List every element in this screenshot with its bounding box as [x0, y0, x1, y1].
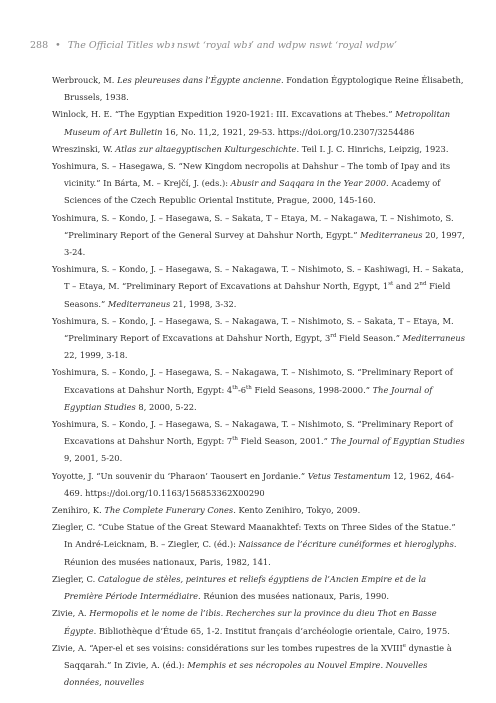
entry-text: Yoshimura, S. – Kondo, J. – Hasegawa, S. – Sakata, T – Etaya, M. – Nakagawa, T. – Nishimoto, S. “Preliminary Report of the General Survey at Dahshur North, Egypt.” — [52, 212, 454, 240]
italic-title: Hermopolis et le nome de l’ibis. Recherches sur la province du dieu Thot en Basse Égypte — [64, 608, 437, 636]
entry-text: Zivie, A. “Aper-el et ses voisins: considérations sur les tombes rupestres de la XVIII — [52, 642, 403, 653]
bibliography-entry — [52, 158, 466, 210]
italic-title: Mediterraneus — [402, 333, 465, 344]
italic-title: The Journal of Egyptian Studies — [64, 384, 433, 412]
ordinal-superscript: rd — [330, 333, 337, 340]
italic-title: Atlas zur altaegyptischen Kulturgeschichte — [115, 143, 297, 154]
entry-text: Winlock, H. E. “The Egyptian Expedition 1920-1921: III. Excavations at Thebes.” — [52, 109, 396, 120]
bibliography-entry — [52, 468, 466, 502]
entry-text: Wreszinski, W. — [52, 143, 116, 154]
entry-text: Yoshimura, S. – Kondo, J. – Hasegawa, S. – Nakagawa, T. – Nishimoto, S. – Kashiwagi, H. – Sakata, T – Etaya, M. “Preliminary Report of Excavations at Dahshur North, Egypt, 1 — [52, 264, 464, 292]
entry-text: Zivie, A. — [52, 608, 90, 619]
running-head — [30, 40, 470, 51]
entry-text: 9, 2001, 5-20. — [64, 453, 123, 464]
entry-text: Ziegler, C. — [52, 573, 98, 584]
bibliography-entry — [52, 72, 466, 106]
header-separator: • — [55, 40, 61, 51]
entry-text: Field Seasons.” — [64, 281, 451, 309]
entry-text: Field Seasons, 1998-2000.” — [251, 384, 373, 395]
entry-text: . Teil I. J. C. Hinrichs, Leipzig, 1923. — [296, 143, 449, 154]
bibliography-entry — [52, 210, 466, 262]
entry-text: Yoyotte, J. “Un souvenir du ‘Pharaon’ Taousert en Jordanie.” — [52, 470, 308, 481]
entry-text: Field Season.” — [336, 333, 403, 344]
bibliography-entry — [52, 519, 466, 571]
entry-text: Field Season, 2001.” — [237, 436, 331, 447]
bibliography-entry — [52, 313, 466, 365]
page-number: 288 — [30, 40, 49, 51]
entry-text: 8, 2000, 5-22. — [135, 401, 197, 412]
entry-text: . Kento Zenihiro, Tokyo, 2009. — [233, 505, 361, 516]
bibliography-entry — [52, 141, 466, 158]
italic-title: The Complete Funerary Cones — [104, 505, 234, 516]
entry-text: . Academy of Sciences of the Czech Republic Oriental Institute, Prague, 2000, 145-160. — [64, 178, 441, 206]
italic-title: Vetus Testamentum — [307, 470, 391, 481]
entry-text: . Réunion des musées nationaux, Paris, 1990. — [198, 591, 390, 602]
bibliography-entry — [52, 364, 466, 416]
bibliography-entry — [52, 571, 466, 605]
entry-text: 16, No. 11,2, 1921, 29-53. https://doi.org/10.2307/3254486 — [162, 126, 415, 137]
ordinal-superscript: e — [402, 642, 407, 649]
entry-text: -6 — [237, 384, 247, 395]
entry-text: 22, 1999, 3-18. — [64, 350, 128, 361]
bibliography-entry — [52, 605, 466, 639]
ordinal-superscript: th — [232, 384, 238, 391]
entry-text: Yoshimura, S. – Kondo, J. – Hasegawa, S. – Nakagawa, T. – Nishimoto, S. “Preliminary Report of Excavations at Dahshur North, Egypt: 4 — [52, 367, 453, 395]
entry-text: 12, 1962, 464-469. https://doi.org/10.1163/156853362X00290 — [64, 470, 454, 498]
entry-text: Yoshimura, S. – Kondo, J. – Hasegawa, S. – Nakagawa, T. – Nishimoto, S. – Sakata, T – Etaya, M. “Preliminary Report of Excavations at Dahshur North, Egypt, 3 — [52, 315, 454, 344]
entry-text: Yoshimura, S. – Kondo, J. – Hasegawa, S. – Nakagawa, T. – Nishimoto, S. “Preliminary Report of Excavations at Dahshur North, Egypt: 7 — [52, 419, 453, 447]
italic-title: The Journal of Egyptian Studies — [330, 436, 465, 447]
entry-text: dynastie à Saqqarah.” In Zivie, A. (éd.): — [64, 642, 452, 670]
entry-text: Ziegler, C. “Cube Statue of the Great Steward Maanakhtef: Texts on Three Sides of the Statue.” In André-Leicknam, B. – Ziegler, C. (éd.): — [52, 522, 456, 550]
entry-text: Yoshimura, S. – Hasegawa, S. “New Kingdom necropolis at Dahshur – The tomb of Ipay and its vicinity.” In Bárta, M. – Krejčí, J. (eds.): — [52, 161, 451, 189]
entry-text: Zenihiro, K. — [52, 505, 105, 516]
entry-text: . Bibliothèque d’Étude 65, 1-2. Institut français d’archéologie orientale, Cairo, 1975. — [93, 625, 450, 636]
ordinal-superscript: th — [232, 436, 238, 443]
bibliography-entry — [52, 502, 466, 519]
italic-title: Abusir and Saqqara in the Year 2000 — [230, 178, 386, 189]
ordinal-superscript: st — [388, 281, 394, 288]
italic-title: Mediterraneus — [107, 298, 171, 309]
entry-text: 20, 1997, 3-24. — [64, 229, 465, 258]
bibliography-list — [52, 72, 466, 691]
italic-title: Memphis et ses nécropoles au Nouvel Empire. Nouvelles données, nouvelles — [64, 659, 428, 688]
italic-title: Les pleureuses dans l’Égypte ancienne — [117, 75, 282, 85]
bibliography-entry — [52, 106, 466, 140]
italic-title: Metropolitan Museum of Art Bulletin — [64, 109, 451, 137]
entry-text: and 2 — [393, 281, 420, 292]
bibliography-entry — [52, 640, 466, 692]
entry-text: . Fondation Égyptologique Reine Élisabeth, Brussels, 1938. — [64, 75, 464, 103]
ordinal-superscript: nd — [419, 281, 427, 288]
running-title: The Official Titles wbꜣ nswt ‘royal wbꜣ’ and wdpw nswt ‘royal wdpw’ — [67, 40, 397, 51]
ordinal-superscript: th — [246, 384, 252, 391]
italic-title: Catalogue de stèles, peintures et reliefs égyptiens de l’Ancien Empire et de la Première Période Intermédiaire — [64, 573, 427, 602]
bibliography-entry — [52, 261, 466, 313]
entry-text: . Réunion des musées nationaux, Paris, 1982, 141. — [64, 539, 457, 567]
entry-text: Werbrouck, M. — [52, 75, 118, 85]
italic-title: Naissance de l’écriture cunéiformes et hieroglyphs — [238, 539, 454, 550]
entry-text: 21, 1998, 3-32. — [170, 298, 237, 309]
bibliography-entry — [52, 416, 466, 468]
italic-title: Mediterraneus — [360, 229, 423, 240]
